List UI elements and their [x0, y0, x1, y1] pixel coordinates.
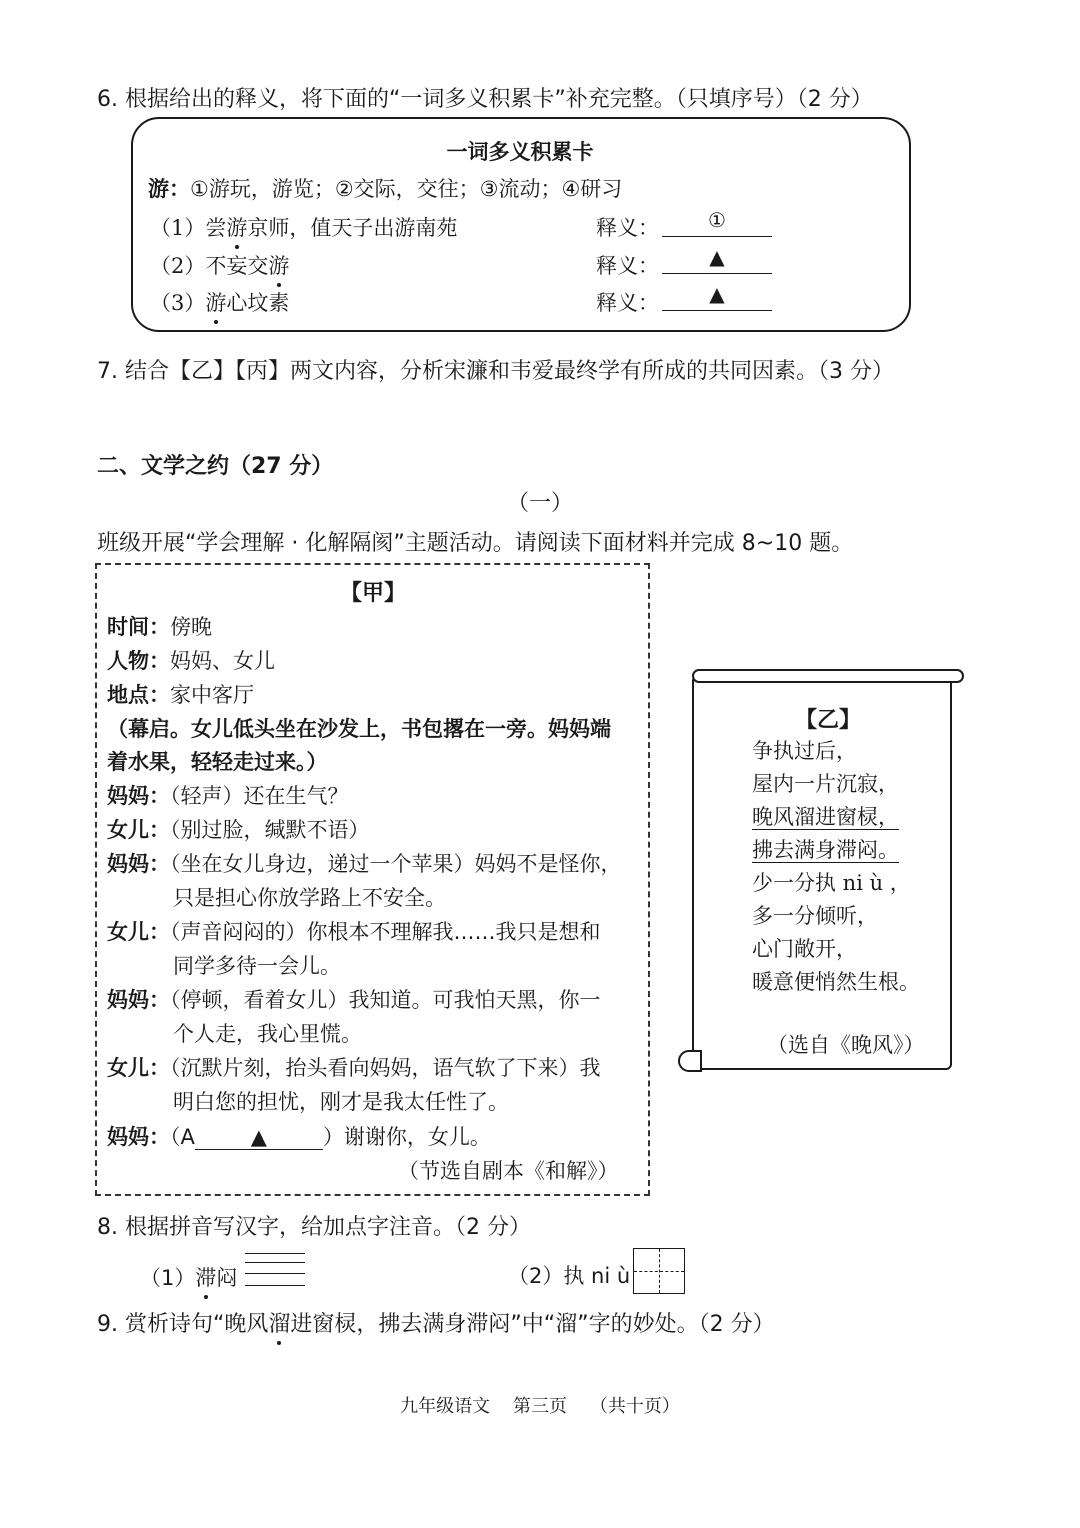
- page-footer: 九年级语文 第三页 （共十页）: [400, 1396, 680, 1417]
- stage-direction-1: （幕启。女儿低头坐在沙发上，书包撂在一旁。妈妈端: [107, 716, 611, 741]
- answer-blank-1[interactable]: ①: [662, 206, 772, 237]
- card-title: 一词多义积累卡: [446, 140, 594, 164]
- q8-stem: 8. 根据拼音写汉字，给加点字注音。（2 分）: [97, 1215, 531, 1240]
- card-word: 游：: [148, 177, 190, 201]
- answer-blank-a[interactable]: ▲: [195, 1125, 323, 1150]
- dialogue-5-cont: 个人走，我心里慌。: [173, 1022, 362, 1046]
- card-item-1: （1）尝游京师，值天子出游南苑: [150, 212, 457, 242]
- answer-line: [245, 1262, 305, 1263]
- dialogue-6-cont: 明白您的担忧，刚才是我太任性了。: [173, 1090, 509, 1114]
- poem-line: 拂去满身滞闷。: [752, 838, 899, 862]
- card-item-2: （2）不妄交游: [150, 250, 289, 280]
- dotted-char: 游: [226, 212, 247, 242]
- stage-direction-2: 着水果，轻轻走过来。）: [107, 749, 328, 774]
- jia-title: 【甲】: [340, 581, 407, 606]
- poem-line: 争执过后，: [752, 739, 857, 763]
- poem-line: 多一分倾听，: [752, 904, 878, 928]
- card-meanings: [148, 173, 622, 203]
- dialogue-3-cont: 只是担心你放学路上不安全。: [173, 886, 446, 910]
- card-item-2-label: 释义：: [596, 254, 659, 278]
- script-source: （节选自剧本《和解》）: [398, 1159, 619, 1183]
- script-place: 地点：家中客厅: [107, 683, 254, 707]
- dialogue-4: 女儿：（声音闷闷的）你根本不理解我……我只是想和: [107, 920, 601, 944]
- q8-item-1: （1）滞闷: [140, 1262, 237, 1292]
- poem-source: （选自《晚风》）: [767, 1033, 925, 1057]
- answer-blank-3[interactable]: ▲: [662, 280, 772, 311]
- poem-line: 暖意便悄然生根。: [752, 970, 920, 994]
- q9-stem: 9. 赏析诗句“晚风溜进窗棂，拂去满身滞闷”中“溜”字的妙处。（2 分）: [97, 1307, 775, 1338]
- q7-stem: 7. 结合【乙】【丙】两文内容，分析宋濂和韦爱最终学有所成的共同因素。（3 分）: [97, 359, 894, 384]
- card-meaning-list: ①游玩，游览；②交际，交往；③流动；④研习: [190, 177, 623, 201]
- answer-blank-2[interactable]: ▲: [662, 243, 772, 274]
- answer-line-bottom[interactable]: [245, 1285, 305, 1286]
- card-item-3-label: 释义：: [596, 291, 659, 315]
- scroll-bottom-roll: [678, 1050, 702, 1072]
- answer-line-top: [245, 1253, 305, 1254]
- dotted-char: 游: [268, 250, 289, 280]
- card-item-3: （3）游心坟素: [150, 287, 289, 317]
- part-number: （一）: [506, 491, 573, 516]
- script-time: 时间：傍晚: [107, 615, 212, 639]
- scroll-top-roll: [692, 669, 964, 683]
- poem-line: 晚风溜进窗棂，: [752, 805, 899, 829]
- poem-line: 心门敞开，: [752, 937, 857, 961]
- dialogue-6: 女儿：（沉默片刻，抬头看向妈妈，语气软了下来）我: [107, 1056, 601, 1080]
- dialogue-4-cont: 同学多待一会儿。: [173, 954, 341, 978]
- yi-title: 【乙】: [795, 708, 862, 733]
- script-people: 人物：妈妈、女儿: [107, 649, 275, 673]
- dotted-char: 溜: [268, 1307, 290, 1338]
- q8-item-2: （2）执 ni ù: [508, 1264, 631, 1288]
- character-grid-box[interactable]: [633, 1248, 685, 1294]
- dialogue-1: 妈妈：（轻声）还在生气？: [107, 784, 349, 808]
- section-intro: 班级开展“学会理解 · 化解隔阂”主题活动。请阅读下面材料并完成 8~10 题。: [97, 531, 854, 556]
- card-item-1-label: 释义：: [596, 216, 659, 240]
- dialogue-7: 妈妈：（A ▲ ）谢谢你，女儿。: [107, 1125, 491, 1149]
- dialogue-5: 妈妈：（停顿，看着女儿）我知道。可我怕天黑，你一: [107, 988, 601, 1012]
- dialogue-3: 妈妈：（坐在女儿身边，递过一个苹果）妈妈不是怪你，: [107, 852, 622, 876]
- section-title: 二、文学之约（27 分）: [97, 454, 334, 479]
- dialogue-2: 女儿：（别过脸，缄默不语）: [107, 818, 370, 842]
- answer-line: [245, 1273, 305, 1274]
- dotted-char: 游: [205, 287, 226, 317]
- poem-line: 少一分执 ni ù ，: [752, 871, 911, 895]
- poem-line: 屋内一片沉寂，: [752, 772, 899, 796]
- q6-stem: 6. 根据给出的释义，将下面的“一词多义积累卡”补充完整。（只填序号）（2 分）: [97, 87, 873, 112]
- dotted-char: 滞: [195, 1262, 216, 1292]
